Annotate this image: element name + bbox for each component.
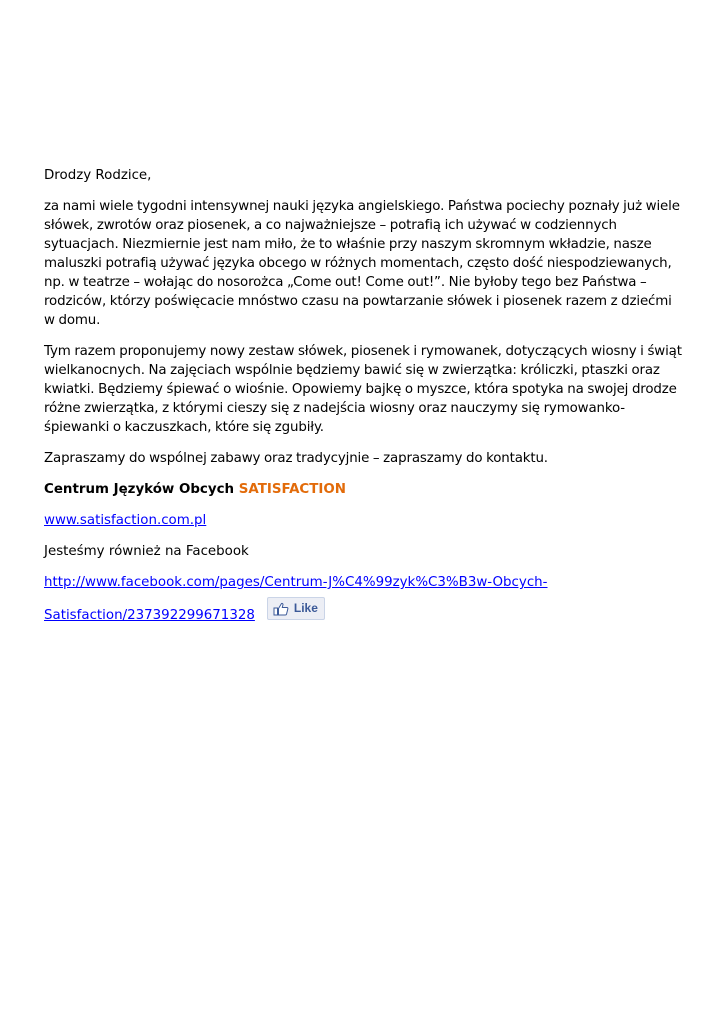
greeting: Drodzy Rodzice,: [44, 168, 152, 183]
facebook-link-part2[interactable]: Satisfaction/237392299671328: [44, 608, 255, 623]
company-brand: SATISFACTION: [238, 482, 346, 497]
facebook-line-1: [44, 573, 684, 592]
thumbs-up-icon: [273, 602, 289, 616]
paragraph-intro: za nami wiele tygodni intensywnej nauki języka angielskiego. Państwa pociechy poznały już wiele słówek, zwrotów oraz piosenek, a co najważniejsze – potrafią ich używać w codziennych sytuacjach. Niezmiernie jest nam miło, że to właśnie przy naszym skromnym wkładzie, nasze maluszki potrafią używać języka obcego w różnych momentach, często dość niespodziewanych, np. w teatrze – wołając do nosorożca „Come out! Come out!”. Nie byłoby tego bez Państwa – rodziców, którzy poświęcacie mnóstwo czasu na powtarzanie słówek i piosenek razem z dziećmi w domu.: [44, 199, 680, 328]
facebook-link-block: [44, 573, 684, 627]
paragraph-spring: Tym razem proponujemy nowy zestaw słówek, piosenek i rymowanek, dotyczących wiosny i świąt wielkanocnych. Na zajęciach wspólnie będziemy bawić się w zwierzątka: króliczki, ptaszki oraz kwiatki. Będziemy śpiewać o wiośnie. Opowiemy bajkę o myszce, która spotyka na swojej drodze różne zwierzątka, z którymi cieszy się z nadejścia wiosny oraz nauczymy się rymowanko-śpiewanki o kaczuszkach, które się zgubiły.: [44, 344, 682, 435]
facebook-note: Jesteśmy również na Facebook: [44, 544, 249, 559]
company-name: [44, 480, 684, 499]
facebook-line-2: [44, 601, 684, 627]
website-line: [44, 511, 684, 530]
website-link[interactable]: www.satisfaction.com.pl: [44, 513, 207, 528]
letter: [44, 166, 684, 627]
facebook-link-part1[interactable]: http://www.facebook.com/pages/Centrum-J%C4%99zyk%C3%B3w-Obcych-: [44, 575, 548, 590]
like-label: Like: [293, 601, 318, 615]
paragraph-invitation: Zapraszamy do wspólnej zabawy oraz tradycyjnie – zapraszamy do kontaktu.: [44, 451, 548, 466]
company-prefix: Centrum Języków Obcych: [44, 482, 239, 497]
facebook-like-button[interactable]: [267, 597, 325, 620]
